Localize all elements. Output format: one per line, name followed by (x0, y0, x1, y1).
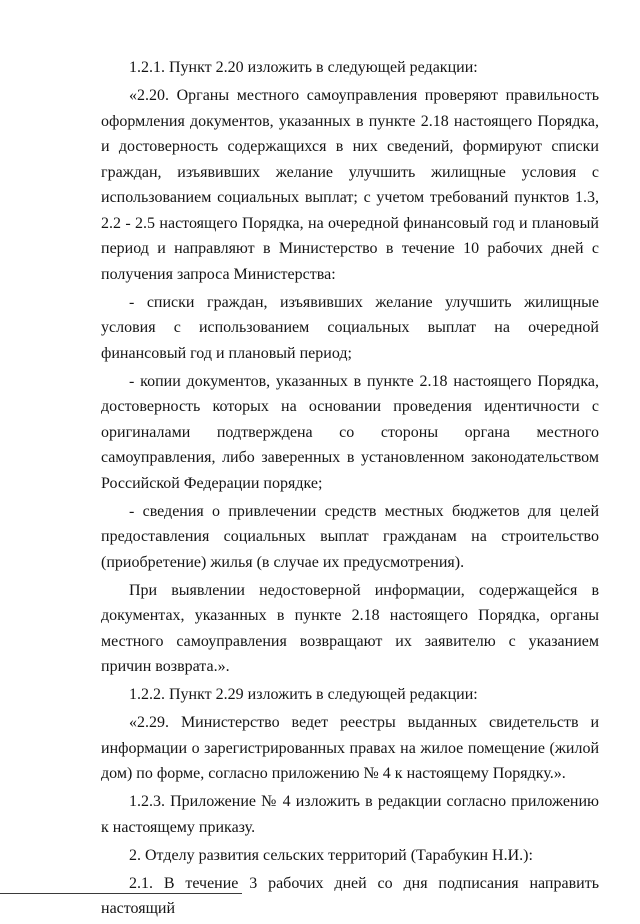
paragraph-1-2-1: 1.2.1. Пункт 2.20 изложить в следующей редакции: (129, 59, 478, 76)
paragraph-1-2-2: 1.2.2. Пункт 2.29 изложить в следующей редакции: (129, 686, 478, 703)
paragraph-document-copies: - копии документов, указанных в пункте 2.18 настоящего Порядка, достоверность которых на основании проведения идентичности с оригиналами подтверждена со стороны органа местного самоуправления, либо заверенных в установленном законодательством Российской Федерации порядке; (101, 372, 599, 492)
paragraph-unreliable-info: При выявлении недостоверной информации, содержащейся в документах, указанных в пункте 2.18 настоящего Порядка, органы местного самоуправления возвращают их заявителю с указанием причин возврата.». (101, 581, 599, 675)
paragraph-1-2-3: 1.2.3. Приложение № 4 изложить в редакции согласно приложению к настоящему приказу. (101, 793, 599, 836)
paragraph-2: 2. Отделу развития сельских территорий (Тарабукин Н.И.): (129, 846, 533, 864)
paragraph-citizen-lists: - списки граждан, изъявивших желание улучшить жилищные условия с использованием социальных выплат на очередной финансовый год и плановый период; (101, 293, 599, 362)
paragraph-2-1: 2.1. В течение 3 рабочих дней со дня подписания направить настоящий (101, 874, 599, 917)
paragraph-local-budgets: - сведения о привлечении средств местных бюджетов для целей предоставления социальных выплат гражданам на строительство (приобретение) жилья (в случае их предусмотрения). (101, 502, 599, 571)
footer-rule (0, 893, 242, 894)
document-body (101, 55, 599, 924)
paragraph-2-29: «2.29. Министерство ведет реестры выданных свидетельств и информации о зарегистрированных правах на жилое помещение (жилой дом) по форме, согласно приложению № 4 к настоящему Порядку.». (101, 714, 599, 782)
paragraph-2-20: «2.20. Органы местного самоуправления проверяют правильность оформления документов, указанных в пункте 2.18 настоящего Порядка, и достоверность содержащихся в них сведений, формируют списки граждан, изъявивших желание улучшить жилищные условия с использованием социальных выплат; с учетом требований пунктов 1.3, 2.2 - 2.5 настоящего Порядка, на очередной финансовый год и плановый период и направляют в Министерство в течение 10 рабочих дней с получения запроса Министерства: (101, 87, 599, 283)
